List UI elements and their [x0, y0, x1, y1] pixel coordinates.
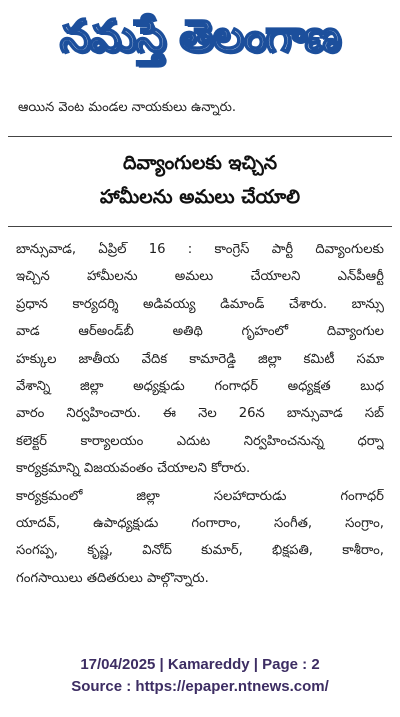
article-line: హక్కుల జాతీయ వేదిక కామారెడ్డి జిల్లా కమిటీ సమా: [16, 351, 384, 367]
article-line: వేశాన్ని జిల్లా అధ్యక్షుడు గంగాధర్ అధ్యక్షత బుధ: [16, 378, 384, 394]
divider-bottom: [8, 226, 392, 227]
article-line: యాదవ్, ఉపాధ్యక్షుడు గంగారాం, సంగీత, సంగ్రాం,: [16, 515, 384, 531]
previous-article-closing-line: ఆయిన వెంట మండల నాయకులు ఉన్నారు.: [18, 100, 237, 115]
article-line: వారం నిర్వహించారు. ఈ నెల 26న బాన్సువాడ సబ్: [16, 406, 384, 422]
source-footer: [0, 654, 400, 698]
article-body: [16, 236, 384, 592]
article-line: వాడ ఆర్‌అండ్‌బీ అతిథి గృహంలో దివ్యాంగుల: [16, 324, 384, 340]
article-line: గంగసాయిలు తదితరులు పాల్గొన్నారు.: [16, 570, 209, 586]
headline-line-1: దివ్యాంగులకు ఇచ్చిన: [122, 152, 278, 174]
footer-source-link[interactable]: Source : https://epaper.ntnews.com/: [71, 678, 329, 695]
article-line: సంగప్ప, కృష్ణ, వినోద్ కుమార్, భిక్షపతి, కాశీరాం,: [16, 543, 384, 559]
headline-line-2: హామీలను అమలు చేయాలి: [99, 186, 301, 208]
masthead-title: నమస్తే తెలంగాణ: [59, 11, 341, 62]
article-line: కలెక్టర్ కార్యాలయం ఎదుట నిర్వహించనున్న ధర్నా: [16, 433, 384, 449]
divider-top: [8, 136, 392, 137]
article-line: ఇచ్చిన హామీలను అమలు చేయాలని ఎన్‌పీఆర్టీ: [16, 269, 384, 285]
article-line: ప్రధాన కార్యదర్శి అడివయ్య డిమాండ్ చేశారు. బాన్సు: [16, 296, 384, 312]
article-headline: [0, 146, 400, 214]
article-line: కార్యక్రమాన్ని విజయవంతం చేయాలని కోరారు.: [16, 461, 251, 477]
article-line: కార్యక్రమంలో జిల్లా సలహాదారుడు గంగాధర్: [16, 488, 384, 504]
newspaper-masthead: [0, 0, 400, 74]
article-line: బాన్సువాడ, ఏప్రిల్ 16 : కాంగ్రెస్ పార్టీ దివ్యాంగులకు: [16, 242, 384, 257]
footer-date-edition: 17/04/2025 | Kamareddy | Page : 2: [80, 656, 320, 673]
